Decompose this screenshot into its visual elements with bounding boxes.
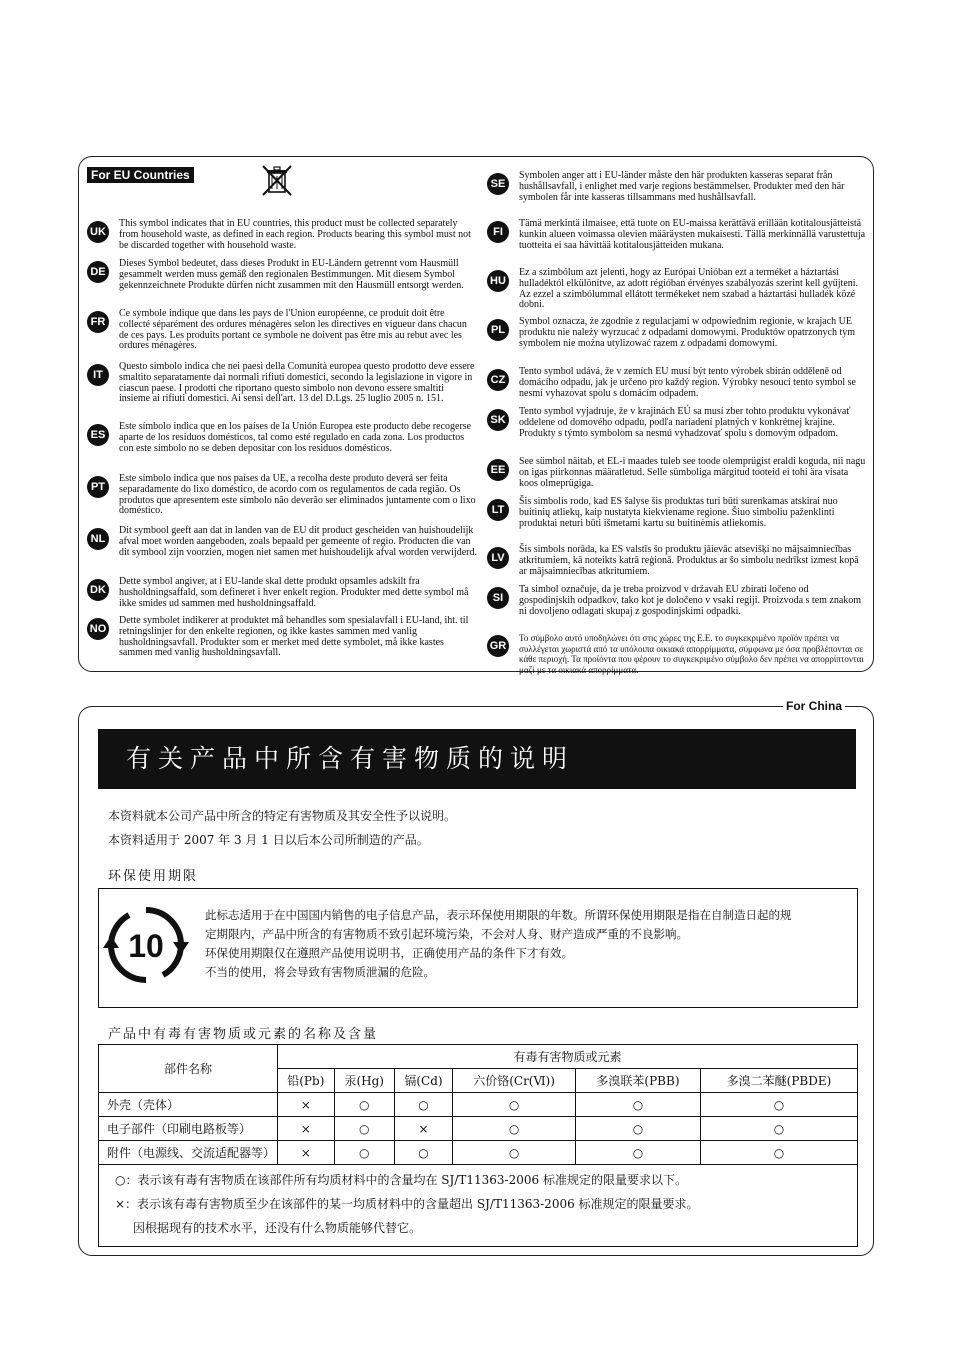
eu-entry-text: Ta simbol označuje, da je treba proizvod v državah EU zbirati ločeno od gospodinjskih odpadkov, tako kot je določeno v vsaki regiji. Proizvoda s tem znakom ni dovoljeno odlagati skupaj z gospodinjskimi odpadki. — [519, 584, 862, 617]
table-cell: × — [278, 1093, 335, 1117]
column-header: 多溴二苯醚(PBDE) — [700, 1069, 857, 1093]
country-badge: LT — [487, 499, 509, 521]
eu-entry-text: Ez a szimbólum azt jelenti, hogy az Európai Unióban ezt a terméket a háztartási hulladéktól elkülönítve, az adott régióban érvényes szabályozás szerint kell gyűjteni. Az ezzel a szimbólummal ellátott termékeket nem szabad a háztartási hulladék közé dobni. — [519, 267, 859, 311]
country-badge: ES — [87, 424, 109, 446]
column-group-header: 有毒有害物质或元素 — [278, 1045, 858, 1069]
eu-entry-text: Dette symbolet indikerer at produktet må behandles som spesialavfall i EU-land, iht. til retningslinjer for den enkelte regionen, og ikke kastes sammen med vanlig husholdningsavfall. Produkter som er merket med dette symbolet, må ikke kastes sammen med vanlig husholdningsavfall. — [119, 615, 469, 659]
country-badge: GR — [487, 635, 509, 657]
eu-entry-text: Symbol oznacza, że zgodnie z regulacjami w odpowiednim regionie, w krajach UE produktu nie należy wyrzucać z odpadami domowymi. Produktów opatrzonych tym symbolem nie można utylizować razem z odpadami domowymi. — [519, 316, 856, 349]
country-badge: HU — [487, 270, 509, 292]
table-cell: ○ — [334, 1093, 394, 1117]
column-header-part-name: 部件名称 — [99, 1045, 278, 1093]
table-cell: ○ — [394, 1093, 452, 1117]
epup-line-1: 此标志适用于在中国国内销售的电子信息产品，表示环保使用期限的年数。所谓环保使用期限是指在自制造日起的规 — [205, 908, 792, 922]
table-notes — [99, 1165, 858, 1247]
eu-entry-text: Šis simbols norāda, ka ES valstīs šo produktu jāievāc atsevišķi no mājsaimniecības atkritumiem, kā noteikts katrā reģionā. Produktus ar šo simbolu nedrīkst izmest kopā ar mājsaimniecības atkritumiem. — [519, 544, 859, 577]
eu-disposal-panel — [78, 156, 874, 675]
eu-entry-text: Symbolen anger att i EU-länder måste den här produkten kasseras separat från hushållsavfall, i enlighet med varje regions bestämmelser. Produkter med den här symbolen får inte kasseras tillsammans med hushållsavfall. — [519, 170, 845, 203]
country-badge: EE — [487, 459, 509, 481]
eu-entry-text: Tämä merkintä ilmaisee, että tuote on EU-maissa kerättävä erillään kotitalousjätteistä kunkin alueen voimassa olevien määräysten mukaisesti. Tällä merkinnällä varustettuja tuotteita ei saa hävittää kotitalousjätteiden mukana. — [519, 218, 866, 251]
eu-entry-text: Dit symbool geeft aan dat in landen van de EU dit product gescheiden van huishoudelijk afval moet worden aangeboden, zoals bepaald per gemeente of regio. Producten die van dit symbool zijn voorzien, mogen niet samen met huishoudelijk afval worden verwijderd. — [119, 525, 477, 558]
column-header: 镉(Cd) — [394, 1069, 452, 1093]
part-name-cell: 附件（电源线、交流适配器等） — [99, 1141, 278, 1165]
country-badge: SK — [487, 409, 509, 431]
epup-line-4: 不当的使用，将会导致有害物质泄漏的危险。 — [205, 965, 435, 979]
table-cell: × — [394, 1117, 452, 1141]
table-cell: ○ — [453, 1141, 576, 1165]
note-cross-continued: 因根据现有的技术水平，还没有什么物质能够代替它。 — [133, 1221, 422, 1235]
eu-entry-text: Šis simbolis rodo, kad ES šalyse šis produktas turi būti surenkamas atskirai nuo buitinių atliekų, kaip nustatyta kiekviename regione. Šiuo simboliu paženklinti produktai neturi būti išmetami kartu su buitinėmis atliekomis. — [519, 496, 838, 529]
eu-entry-text: Ce symbole indique que dans les pays de l'Union européenne, ce produit doit être collecté séparément des ordures ménagères selon les directives en vigueur dans chacun de ces pays. Les produits portant ce symbole ne doivent pas être mis au rebut avec les ordures ménagères. — [119, 308, 467, 352]
epup-years-text: 10 — [128, 928, 164, 964]
table-cell: × — [278, 1141, 335, 1165]
table-row — [99, 1093, 858, 1117]
china-intro-line-1: 本资料就本公司产品中所含的特定有害物质及其安全性予以说明。 — [108, 809, 457, 823]
country-badge: FR — [87, 311, 109, 333]
crossed-bin-icon — [260, 163, 294, 197]
table-cell: ○ — [576, 1093, 701, 1117]
eu-entry-text: Este símbolo indica que nos países da UE, a recolha deste produto deverá ser feita separadamente do lixo doméstico, de acordo com os regulamentos de cada região. Os produtos que apresentem este símbolo não deverão ser eliminados juntamente com o lixo doméstico. — [119, 473, 476, 517]
note-cross: ×：表示该有毒有害物质至少在该部件的某一均质材料中的含量超出 SJ/T11363-2006 标准规定的限量要求。 — [115, 1197, 699, 1211]
eu-entry-text: Este símbolo indica que en los países de la Unión Europea este producto debe recogerse aparte de los residuos domésticos, tal como esté regulado en cada zona. Los productos con este símbolo no se deben depositar con los residuos domésticos. — [119, 421, 472, 454]
country-badge: DK — [87, 579, 109, 601]
eu-entry-text: Το σύμβολο αυτό υποδηλώνει ότι στις χώρες της Ε.Ε. το συγκεκριμένο προϊόν πρέπει να συλλέγεται χωριστά από τα υπόλοιπα οικιακά απορρίμματα, σύμφωνα με όσα προβλέπονται σε κάθε περιοχή. Τα προϊόντα που φέρουν το συγκεκριμένο σύμβολο δεν πρέπει να απορρίπτονται μαζί με τα οικιακά απορρίμματα. — [519, 633, 864, 675]
country-badge: NO — [87, 618, 109, 640]
country-badge: LV — [487, 547, 509, 569]
country-badge: SE — [487, 173, 509, 195]
column-header: 多溴联苯(PBB) — [576, 1069, 701, 1093]
epup-box — [98, 888, 858, 1008]
eu-countries-title: For EU Countries — [87, 167, 194, 183]
china-intro-line-2: 本资料适用于 2007 年 3 月 1 日以后本公司所制造的产品。 — [108, 833, 429, 847]
part-name-cell: 电子部件（印刷电路板等） — [99, 1117, 278, 1141]
for-china-label: For China — [783, 699, 845, 713]
table-cell: ○ — [394, 1141, 452, 1165]
eu-entry-text: Dieses Symbol bedeutet, dass dieses Produkt in EU-Ländern getrennt vom Hausmüll gesammelt werden muss gemäß den regionalen Bestimmungen. Mit diesem Symbol gekennzeichnete Produkte dürfen nicht zusammen mit den Hausmüll entsorgt werden. — [119, 258, 464, 291]
epup-section-title: 环保使用期限 — [108, 869, 199, 884]
table-row — [99, 1117, 858, 1141]
table-cell: ○ — [700, 1141, 857, 1165]
table-cell: ○ — [334, 1117, 394, 1141]
country-badge: UK — [87, 221, 109, 243]
epup-line-3: 环保使用期限仅在遵照产品使用说明书，正确使用产品的条件下才有效。 — [205, 946, 573, 960]
part-name-cell: 外壳（壳体） — [99, 1093, 278, 1117]
table-cell: ○ — [334, 1141, 394, 1165]
epup-recycle-icon — [103, 902, 189, 988]
eu-entry-text: This symbol indicates that in EU countries, this product must be collected separately from household waste, as defined in each region. Products bearing this symbol must not be discarded together with household waste. — [119, 218, 471, 251]
table-cell: ○ — [576, 1141, 701, 1165]
table-cell: ○ — [453, 1117, 576, 1141]
table-row — [99, 1141, 858, 1165]
country-badge: IT — [87, 364, 109, 386]
column-header: 汞(Hg) — [334, 1069, 394, 1093]
table-cell: ○ — [700, 1117, 857, 1141]
country-badge: SI — [487, 587, 509, 609]
hazardous-substances-table — [98, 1044, 858, 1247]
note-circle: ○：表示该有毒有害物质在该部件所有均质材料中的含量均在 SJ/T11363-2006 标准规定的限量要求以下。 — [115, 1173, 687, 1187]
table-header-row — [99, 1045, 858, 1069]
table-cell: ○ — [700, 1093, 857, 1117]
country-badge: NL — [87, 528, 109, 550]
eu-entry-text: Tento symbol vyjadruje, že v krajinách EÚ sa musí zber tohto produktu vykonávať oddelene od domového odpadu, podľa nariadení platných v konkrétnej krajine. Produkty s týmto symbolom sa nesmú vyhadzovať spolu s domovým odpadom. — [519, 406, 851, 439]
table-notes-row — [99, 1165, 858, 1247]
table-cell: × — [278, 1117, 335, 1141]
country-badge: CZ — [487, 369, 509, 391]
china-rohs-panel — [78, 699, 874, 1256]
country-badge: PT — [87, 476, 109, 498]
epup-line-2: 定期限内，产品中所含的有害物质不致引起环境污染，不会对人身、财产造成严重的不良影响。 — [205, 927, 688, 941]
eu-entry-text: Tento symbol udává, že v zemích EU musí být tento výrobek sbírán odděleně od domácího odpadu, jak je určeno pro každý region. Výrobky nesoucí tento symbol se nesmí vyhazovat spolu s domácím odpadem. — [519, 366, 856, 399]
eu-entry-text: See sümbol näitab, et EL-i maades tuleb see toode olemprügist eraldi koguda, nii nagu on igas piirkonnas määratletud. Selle sümboliga märgitud tooteid ei tohi ära visata koos olmeprügiga. — [519, 456, 866, 489]
china-banner-title: 有关产品中所含有害物质的说明 — [98, 729, 856, 789]
column-header: 六价铬(Cr(Ⅵ)) — [453, 1069, 576, 1093]
column-header: 铅(Pb) — [278, 1069, 335, 1093]
hazardous-table-title: 产品中有毒有害物质或元素的名称及含量 — [108, 1027, 379, 1042]
country-badge: FI — [487, 221, 509, 243]
table-cell: ○ — [453, 1093, 576, 1117]
table-cell: ○ — [576, 1117, 701, 1141]
eu-entry-text: Dette symbol angiver, at i EU-lande skal dette produkt opsamles adskilt fra husholdningsaffald, som defineret i hver enkelt region. Produkter med dette symbol må ikke smides ud sammen med husholdningsaffald. — [119, 576, 469, 609]
epup-description — [205, 906, 843, 982]
eu-entry-text: Questo simbolo indica che nei paesi della Comunità europea questo prodotto deve essere smaltito separatamente dai normali rifiuti domestici, secondo la legislazione in vigore in ciascun paese. I prodotti che riportano questo simbolo non devono essere smaltiti insieme ai rifiuti domestici. Ai sensi dell'art. 13 del D.Lgs. 25 luglio 2005 n. 151. — [119, 361, 475, 405]
country-badge: DE — [87, 261, 109, 283]
country-badge: PL — [487, 319, 509, 341]
